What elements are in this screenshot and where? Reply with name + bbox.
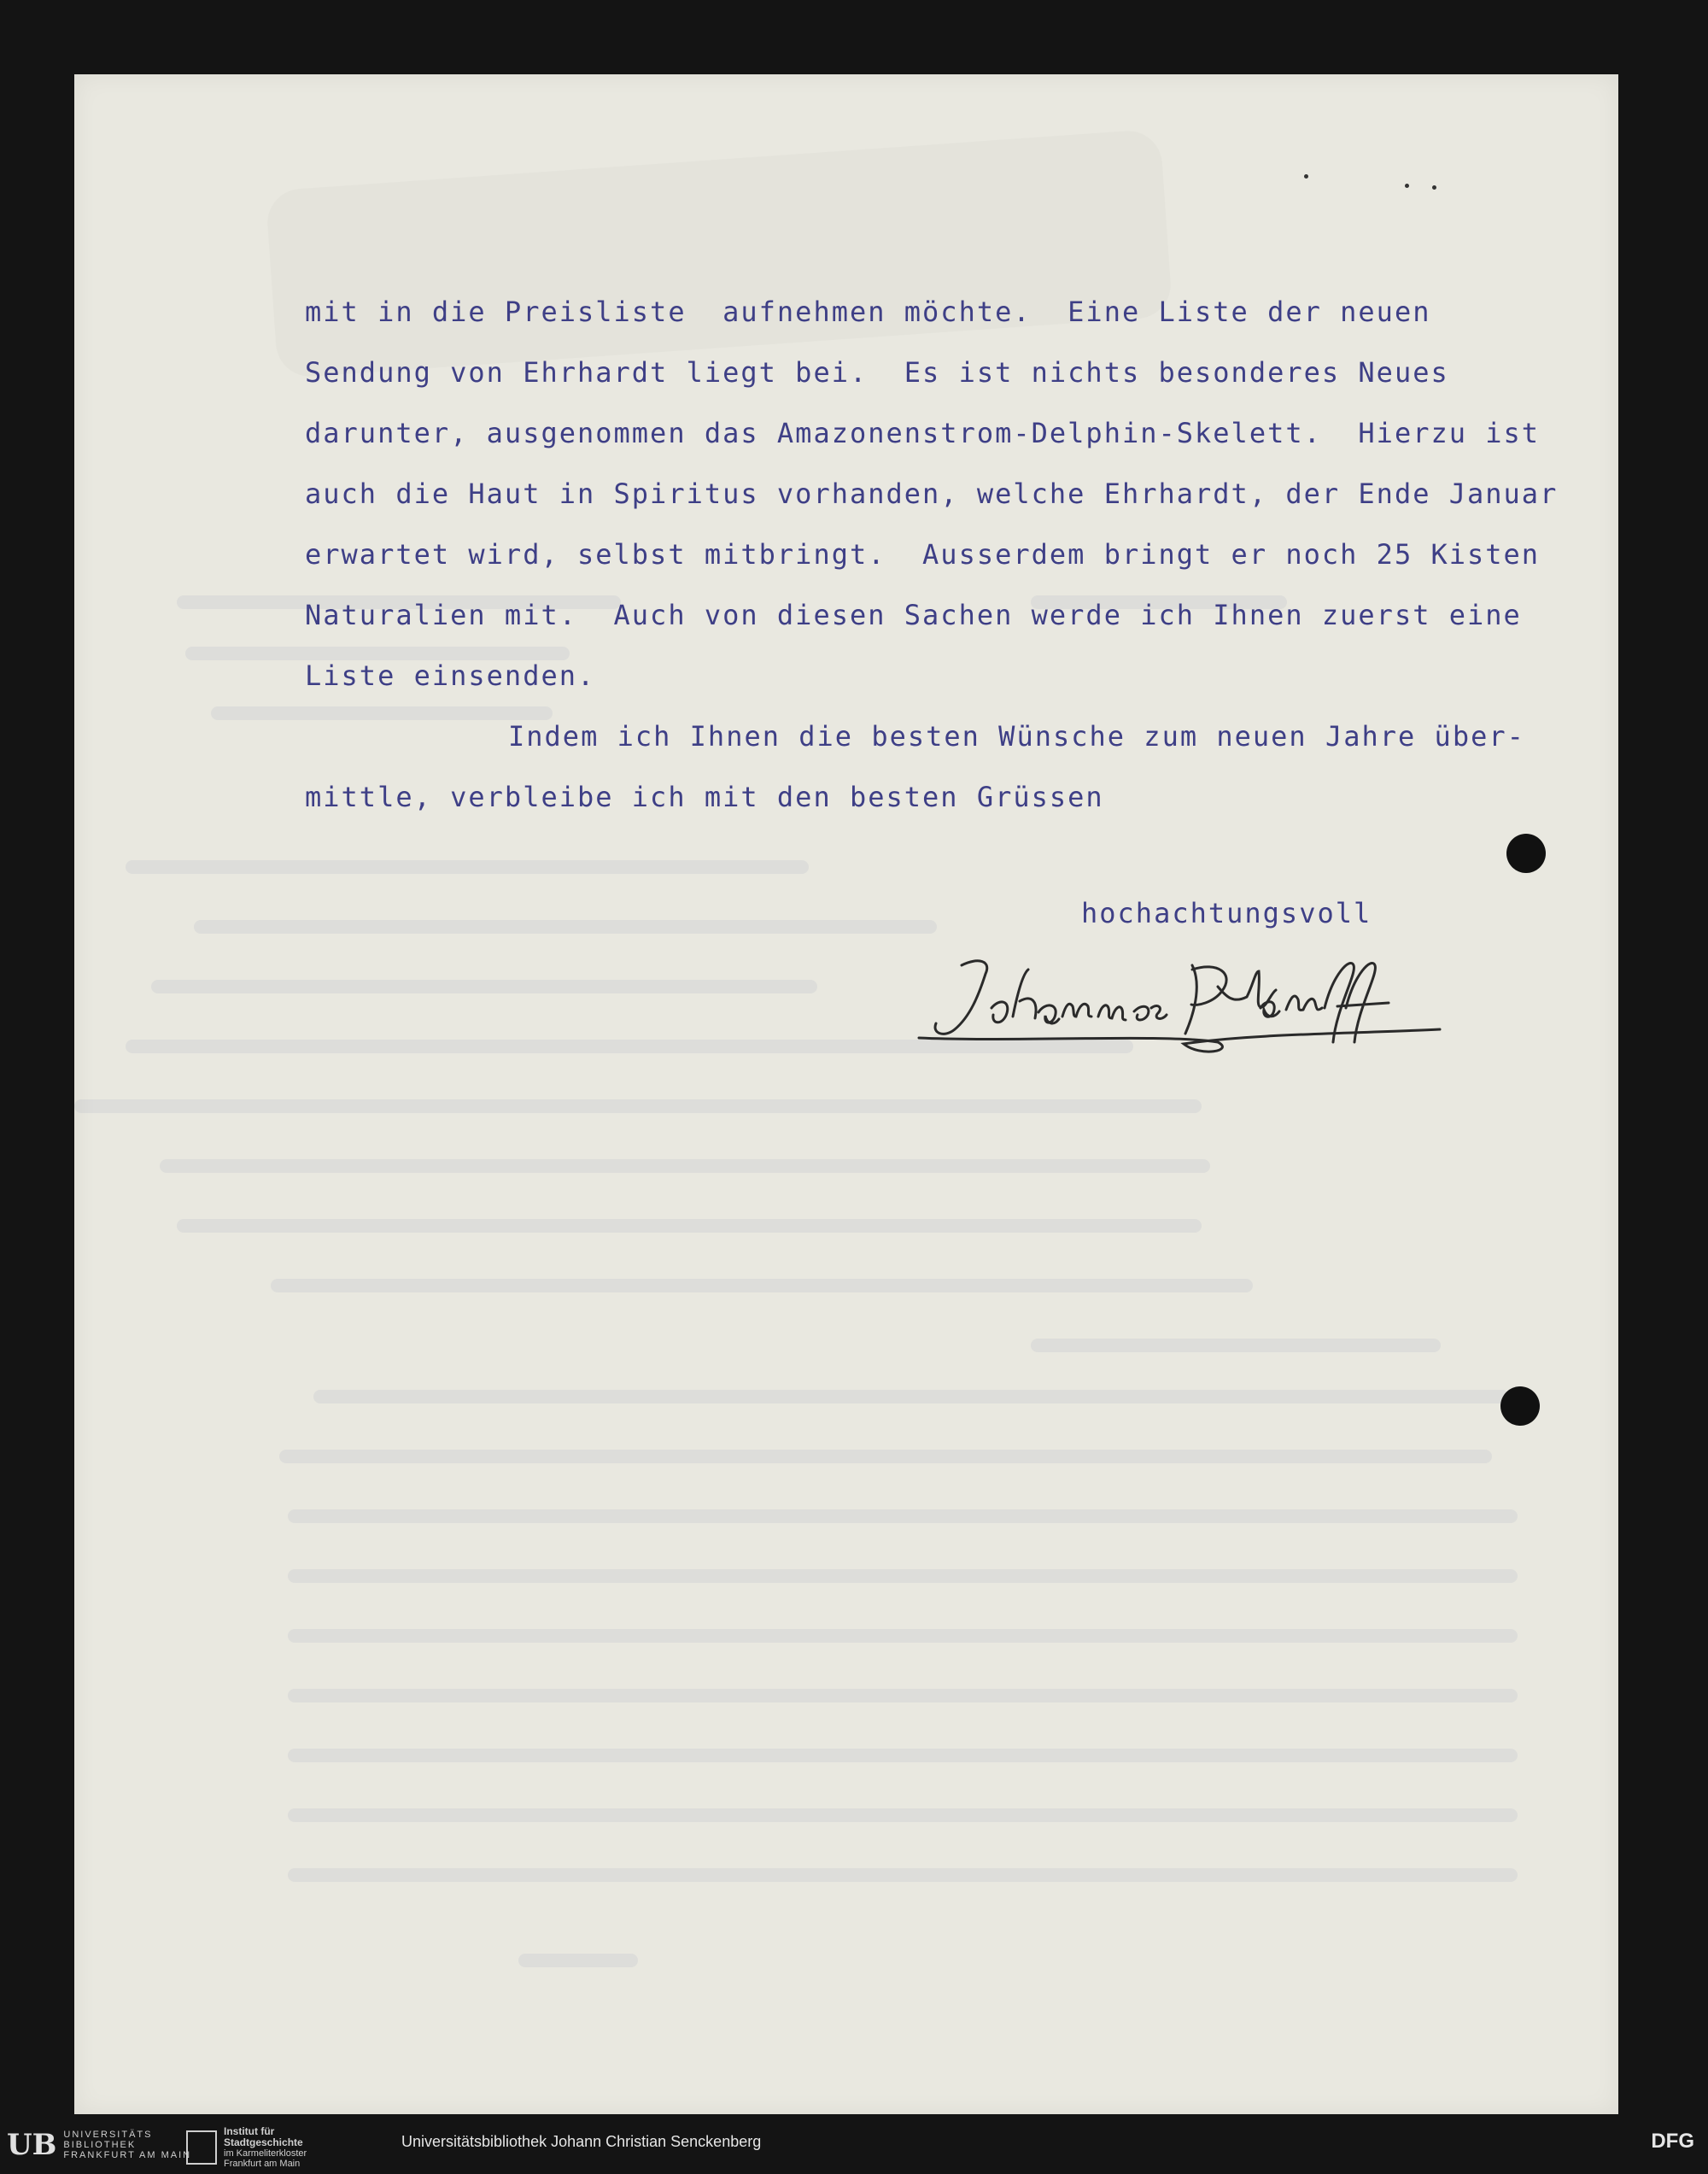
footer-bar: [0, 2114, 1708, 2174]
ifs-logo-icon: [186, 2130, 217, 2165]
letter-line: erwartet wird, selbst mitbringt. Ausserdem bringt er noch 25 Kisten: [305, 538, 1541, 571]
letter-line: mittle, verbleibe ich mit den besten Grüssen: [305, 781, 1104, 813]
closing-salutation: hochachtungsvoll: [1081, 897, 1372, 929]
letter-line: Indem ich Ihnen die besten Wünsche zum neuen Jahre über-: [508, 720, 1525, 753]
ub-logo-text: [63, 2130, 191, 2160]
punch-hole-bottom: [1500, 1386, 1540, 1426]
ub-logo-mark: UB: [7, 2128, 57, 2162]
ifs-logo-line: Frankfurt am Main: [224, 2159, 301, 2169]
ub-logo-line: UNIVERSITÄTS: [63, 2130, 153, 2140]
letter-body: [305, 282, 1569, 828]
ifs-logo-line: Stadtgeschichte: [224, 2136, 303, 2148]
letter-line: Liste einsenden.: [305, 659, 596, 692]
ifs-logo: [186, 2126, 307, 2169]
footer-title: Universitätsbibliothek Johann Christian Senckenberg: [401, 2133, 762, 2150]
letter-line: darunter, ausgenommen das Amazonenstrom-Delphin-Skelett. Hierzu ist: [305, 417, 1541, 449]
ifs-logo-line: Institut für: [224, 2125, 275, 2137]
letter-line: Sendung von Ehrhardt liegt bei. Es ist nichts besonderes Neues: [305, 356, 1449, 389]
letter-line: mit in die Preisliste aufnehmen möchte. Eine Liste der neuen: [305, 296, 1431, 328]
handwritten-signature: [910, 948, 1457, 1059]
punch-hole-top: [1506, 834, 1546, 873]
ub-logo-line: BIBLIOTHEK: [63, 2140, 137, 2150]
letter-line: auch die Haut in Spiritus vorhanden, welche Ehrhardt, der Ende Januar: [305, 478, 1559, 510]
dfg-logo: DFG: [1651, 2130, 1694, 2153]
ifs-logo-text: [224, 2126, 307, 2169]
letter-line: Naturalien mit. Auch von diesen Sachen werde ich Ihnen zuerst eine: [305, 599, 1522, 631]
ub-logo-line: FRANKFURT AM MAIN: [63, 2150, 192, 2160]
ub-logo: [7, 2128, 191, 2162]
ifs-logo-line: im Karmeliterkloster: [224, 2148, 307, 2159]
